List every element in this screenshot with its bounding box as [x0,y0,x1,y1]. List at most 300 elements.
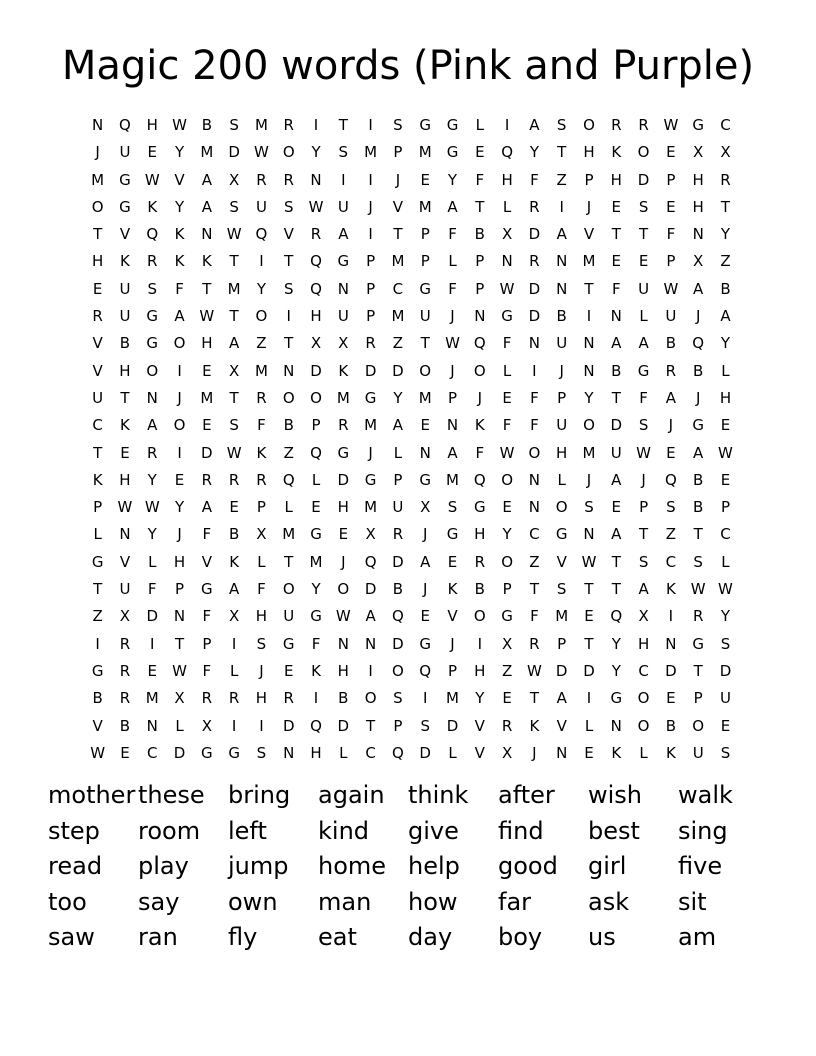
grid-letter: E [666,689,676,708]
grid-letter: C [92,416,103,435]
word-list-item: say [138,887,180,916]
grid-letter: N [419,443,431,462]
grid-letter: Y [256,279,267,298]
grid-letter: S [147,279,157,298]
grid-letter: O [637,143,650,162]
grid-letter: B [693,498,704,517]
grid-letter: M [336,388,350,407]
grid-letter: L [584,716,594,735]
word-list-item: far [498,887,532,916]
grid-letter: W [308,197,324,216]
grid-letter: O [528,443,541,462]
grid-letter: I [259,716,264,735]
grid-letter: T [639,225,649,244]
grid-letter: T [93,580,103,599]
grid-letter: A [229,580,240,599]
word-list-item: find [498,816,544,845]
grid-letter: F [530,170,539,189]
grid-letter: J [695,307,701,326]
grid-letter: A [147,416,158,435]
grid-letter: S [256,634,267,653]
grid-letter: S [229,197,239,216]
grid-letter: B [228,525,240,544]
grid-letter: E [720,416,731,435]
word-list-item: again [318,781,385,809]
grid-letter: O [637,689,650,708]
grid-letter: A [420,552,431,571]
grid-letter: S [638,197,649,216]
grid-letter: K [338,361,349,380]
grid-letter: R [147,252,158,271]
grid-letter: Z [92,607,103,626]
grid-letter: N [556,743,568,762]
grid-letter: D [719,661,732,680]
grid-letter: E [720,716,731,735]
word-list-item: step [48,816,100,845]
grid-letter: I [95,634,100,653]
grid-letter: H [255,607,268,626]
grid-letter: O [637,716,650,735]
grid-letter: E [202,361,212,380]
grid-letter: Y [174,197,185,216]
grid-letter: Q [119,116,131,134]
grid-letter: E [584,607,594,626]
grid-letter: E [611,498,622,517]
grid-letter: P [639,498,649,517]
grid-letter: E [720,470,731,489]
grid-letter: K [174,252,185,271]
grid-letter: F [611,279,621,298]
grid-letter: R [692,607,704,626]
grid-letter: F [530,416,539,435]
grid-letter: E [420,416,430,435]
grid-letter: N [337,279,349,298]
grid-letter: B [693,361,704,380]
grid-letter: R [228,689,240,708]
grid-letter: T [529,689,539,708]
grid-letter: S [420,716,430,735]
grid-letter: P [393,470,403,489]
grid-letter: I [477,634,483,653]
grid-letter: Y [611,661,621,680]
grid-letter: R [201,689,213,708]
grid-letter: M [254,116,268,134]
grid-letter: P [693,689,703,708]
word-list-item: kind [318,816,370,845]
grid-letter: N [201,225,213,244]
grid-letter: Z [665,525,677,544]
grid-letter: H [255,689,268,708]
grid-letter: E [283,661,294,680]
grid-letter: V [92,334,103,353]
grid-letter: M [364,416,378,435]
grid-letter: A [174,307,185,326]
grid-letter: A [556,689,567,708]
grid-letter: G [637,361,650,380]
grid-letter: G [692,116,704,134]
grid-letter: W [199,307,215,326]
grid-letter: G [501,607,513,626]
grid-letter: R [638,116,649,134]
grid-letter: F [257,416,266,435]
grid-letter: J [695,388,701,407]
grid-letter: N [92,116,104,134]
grid-letter: P [311,416,321,435]
grid-letter: O [392,661,404,680]
grid-letter: M [582,252,596,271]
grid-letter: J [477,388,483,407]
grid-letter: O [282,580,295,599]
grid-letter: O [282,143,295,162]
grid-letter: B [474,225,485,244]
grid-letter: F [311,634,321,653]
grid-letter: R [228,470,240,489]
grid-letter: U [556,334,568,353]
grid-letter: M [582,443,596,462]
grid-letter: V [174,170,185,189]
grid-letter: N [692,225,704,244]
grid-letter: E [420,607,430,626]
grid-letter: E [311,498,321,517]
grid-letter: J [450,361,455,380]
grid-letter: S [556,116,567,134]
grid-letter: Q [392,743,404,762]
grid-letter: Y [720,607,731,626]
grid-letter: J [368,197,373,216]
grid-letter: I [368,170,373,189]
grid-letter: Q [692,334,705,353]
grid-letter: Z [392,334,404,353]
grid-letter: Q [473,470,486,489]
grid-letter: T [693,525,703,544]
grid-letter: G [146,334,159,353]
grid-letter: K [120,252,130,271]
grid-letter: W [226,443,242,462]
grid-letter: Z [720,252,731,271]
word-list-item: room [138,816,201,845]
grid-letter: Y [147,525,157,544]
grid-letter: B [283,416,294,435]
grid-letter: B [665,334,677,353]
grid-letter: W [690,580,706,599]
grid-letter: B [611,361,622,380]
grid-letter: L [284,498,293,517]
grid-letter: Y [720,334,731,353]
grid-letter: E [92,279,103,298]
grid-letter: K [256,443,267,462]
grid-letter: M [364,498,378,517]
grid-letter: G [282,634,295,653]
grid-letter: P [420,225,430,244]
grid-letter: R [501,716,513,735]
grid-letter: T [611,388,621,407]
grid-letter: B [665,716,677,735]
grid-letter: R [283,170,294,189]
grid-letter: G [146,307,159,326]
word-list-item: best [588,816,640,845]
grid-letter: F [666,225,676,244]
grid-letter: I [150,634,155,653]
word-list-item: these [138,781,205,809]
grid-letter: J [450,307,455,326]
grid-letter: V [92,361,103,380]
grid-letter: N [446,416,459,435]
grid-letter: R [310,225,322,244]
grid-letter: O [501,552,513,571]
grid-letter: E [666,443,676,462]
grid-letter: D [146,607,159,626]
grid-letter: F [448,225,457,244]
grid-letter: V [92,716,103,735]
grid-letter: O [255,307,268,326]
grid-letter: D [528,279,541,298]
grid-letter: Q [473,334,486,353]
grid-letter: C [365,743,376,762]
grid-letter: L [721,361,730,380]
grid-letter: U [255,197,267,216]
grid-letter: P [447,388,458,407]
grid-letter: F [448,279,457,298]
word-list-item: left [228,816,267,845]
grid-letter: T [93,225,103,244]
grid-letter: R [665,361,677,380]
grid-letter: V [474,743,485,762]
grid-letter: D [228,143,240,162]
grid-letter: S [584,498,594,517]
grid-letter: S [283,197,294,216]
grid-letter: N [528,498,541,517]
grid-letter: O [583,116,595,134]
grid-letter: N [501,252,513,271]
grid-letter: M [145,689,159,708]
grid-letter: H [583,143,595,162]
grid-letter: F [475,170,485,189]
grid-letter: P [666,170,676,189]
grid-letter: N [337,634,349,653]
grid-letter: C [638,661,649,680]
grid-letter: U [556,416,568,435]
letter-grid [84,112,739,767]
grid-letter: J [368,443,373,462]
grid-letter: M [418,197,432,216]
grid-letter: C [529,525,540,544]
grid-letter: G [337,252,350,271]
grid-letter: K [229,552,240,571]
grid-letter: U [337,307,349,326]
grid-letter: Y [584,388,594,407]
grid-letter: R [92,307,103,326]
grid-letter: F [502,416,512,435]
grid-letter: N [556,252,568,271]
grid-letter: Y [174,498,185,517]
grid-letter: A [638,580,649,599]
grid-letter: X [119,607,131,626]
grid-letter: U [119,307,131,326]
grid-letter: I [259,252,264,271]
grid-letter: G [364,470,377,489]
grid-letter: T [611,552,621,571]
grid-letter: H [501,170,513,189]
grid-letter: D [637,170,650,189]
grid-letter: P [666,252,676,271]
grid-letter: W [663,279,679,298]
grid-letter: M [418,143,432,162]
grid-letter: E [120,743,130,762]
grid-letter: G [446,143,459,162]
grid-letter: E [611,252,622,271]
grid-letter: Q [310,443,322,462]
grid-letter: J [450,634,455,653]
grid-letter: T [639,525,649,544]
grid-letter: V [119,552,131,571]
grid-letter: R [529,634,540,653]
grid-letter: J [259,661,264,680]
word-list-item: walk [678,781,733,809]
grid-letter: N [583,361,595,380]
grid-letter: B [556,307,567,326]
grid-letter: Z [556,170,567,189]
grid-letter: Q [282,470,295,489]
grid-letter: U [610,443,622,462]
grid-letter: T [174,634,185,653]
grid-letter: T [475,197,485,216]
grid-letter: B [119,716,131,735]
grid-letter: G [119,170,131,189]
grid-letter: N [310,170,322,189]
grid-letter: T [284,552,294,571]
grid-letter: Q [392,607,404,626]
grid-letter: T [366,716,376,735]
grid-letter: S [638,416,649,435]
grid-letter: A [201,498,212,517]
grid-letter: I [668,607,674,626]
grid-letter: Y [147,470,157,489]
grid-letter: X [338,334,349,353]
grid-letter: W [335,607,351,626]
word-list-item: fly [228,923,258,951]
grid-letter: L [639,307,648,326]
grid-letter: M [227,279,241,298]
grid-letter: W [445,334,460,353]
grid-letter: G [446,525,459,544]
word-list-item: own [228,887,278,916]
grid-letter: N [474,307,486,326]
grid-letter: F [175,279,184,298]
grid-letter: X [501,225,513,244]
grid-letter: W [526,661,542,680]
grid-letter: S [693,552,703,571]
grid-letter: S [338,143,349,162]
grid-letter: C [720,116,731,134]
grid-letter: T [420,334,430,353]
grid-letter: I [586,307,592,326]
grid-letter: R [720,170,731,189]
grid-letter: I [177,361,182,380]
grid-letter: A [447,197,458,216]
grid-letter: W [718,443,733,462]
grid-letter: O [282,388,295,407]
grid-letter: M [200,143,214,162]
grid-letter: S [229,116,239,134]
grid-letter: A [665,388,677,407]
grid-letter: O [501,470,513,489]
grid-letter: U [692,743,704,762]
grid-letter: A [720,307,731,326]
grid-letter: U [419,307,431,326]
word-list-item: bring [228,781,291,809]
word-list-item: help [408,852,460,880]
grid-letter: I [341,170,346,189]
grid-letter: K [311,661,321,680]
grid-letter: F [530,388,539,407]
grid-letter: F [202,525,212,544]
grid-letter: S [256,743,267,762]
grid-letter: W [499,279,515,298]
grid-letter: V [392,197,404,216]
grid-letter: Z [529,552,540,571]
grid-letter: P [175,580,185,599]
grid-letter: H [692,170,704,189]
grid-letter: G [473,498,486,517]
grid-letter: V [583,225,595,244]
grid-letter: P [584,170,594,189]
grid-letter: L [257,552,266,571]
grid-letter: K [611,143,622,162]
grid-letter: S [393,689,403,708]
grid-letter: H [201,334,213,353]
grid-letter: R [392,525,404,544]
grid-letter: L [475,116,484,134]
grid-letter: G [419,634,432,653]
grid-letter: X [365,525,376,544]
grid-letter: S [393,116,403,134]
grid-letter: J [532,743,537,762]
grid-letter: P [447,661,458,680]
grid-letter: C [392,279,404,298]
grid-letter: B [693,470,704,489]
grid-letter: S [283,279,294,298]
grid-letter: D [528,307,541,326]
grid-letter: A [556,225,567,244]
word-list-item: boy [498,923,543,951]
grid-letter: J [559,361,564,380]
grid-letter: C [720,525,731,544]
grid-letter: N [556,279,568,298]
grid-letter: L [175,716,184,735]
grid-letter: R [611,116,622,134]
grid-letter: W [144,498,160,517]
grid-letter: D [392,634,404,653]
grid-letter: W [226,225,242,244]
grid-letter: R [256,388,267,407]
grid-letter: M [364,143,378,162]
word-list-item: jump [228,852,289,880]
grid-letter: U [119,279,131,298]
grid-letter: J [586,470,592,489]
grid-letter: D [665,661,677,680]
grid-letter: G [310,607,322,626]
grid-letter: R [529,252,540,271]
grid-letter: F [202,607,212,626]
grid-letter: S [720,634,731,653]
grid-letter: O [310,388,322,407]
grid-letter: E [638,252,649,271]
grid-letter: H [556,443,568,462]
grid-letter: P [420,252,430,271]
grid-letter: W [117,498,133,517]
grid-letter: P [393,143,403,162]
grid-letter: K [665,580,676,599]
